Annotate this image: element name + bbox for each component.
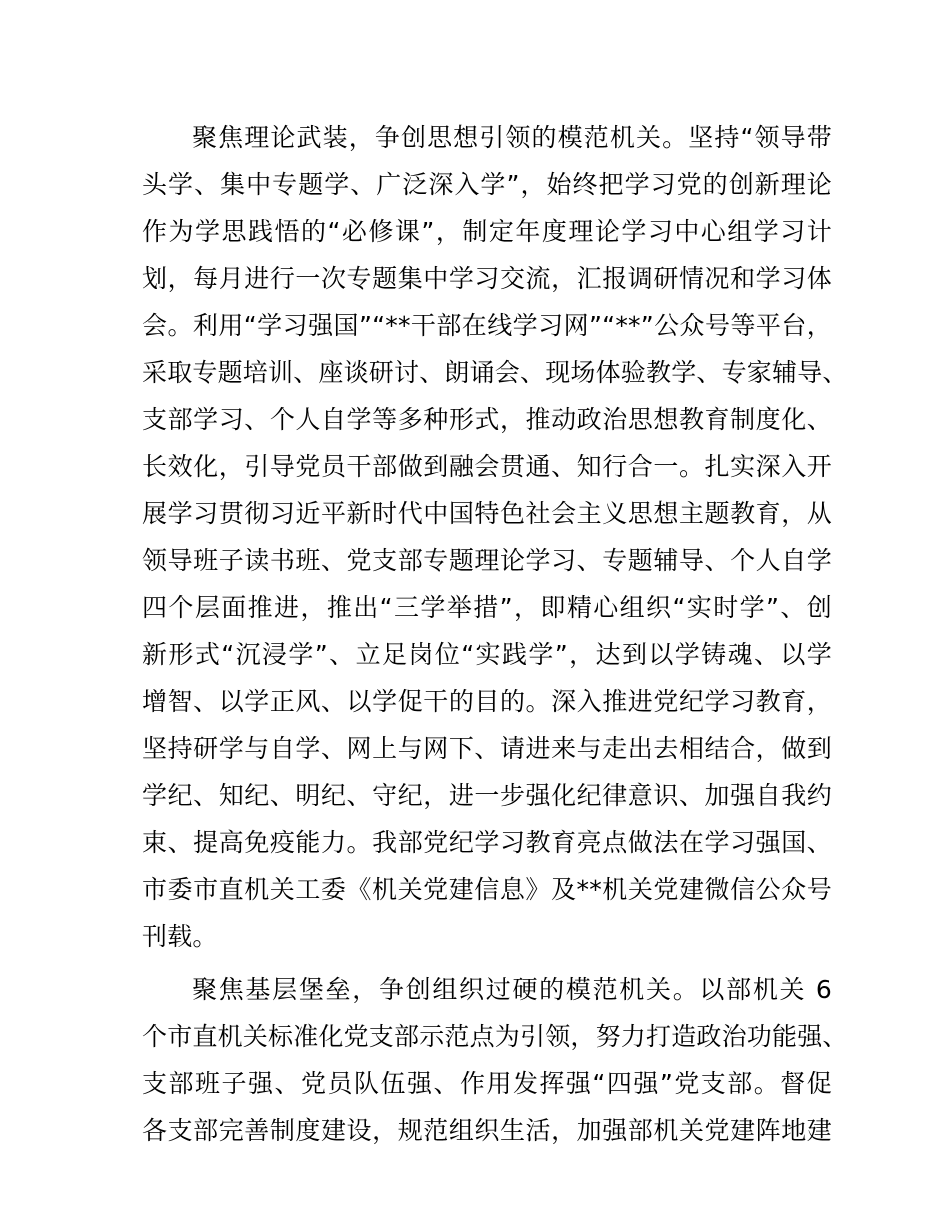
text-line: 刊载。 [142,922,218,951]
text-line: 支部班子强、党员队伍强、作用发挥强“四强”党支部。督促 [142,1069,832,1098]
text-line: 展学习贯彻习近平新时代中国特色社会主义思想主题教育，从 [142,499,832,528]
text-line: 长效化，引导党员干部做到融会贯通、知行合一。扎实深入开 [142,452,832,481]
document-body [142,114,848,1160]
text-line: 作为学思践悟的“必修课”，制定年度理论学习中心组学习计 [142,217,832,246]
text-line: 四个层面推进，推出“三学举措”，即精心组织“实时学”、创 [142,593,832,622]
text-line: 聚焦基层堡垒，争创组织过硬的模范机关。以部机关 6 [192,975,832,1004]
text-line: 坚持研学与自学、网上与网下、请进来与走出去相结合，做到 [142,734,832,763]
text-line: 新形式“沉浸学”、立足岗位“实践学”，达到以学铸魂、以学 [142,640,832,669]
text-line: 束、提高免疫能力。我部党纪学习教育亮点做法在学习强国、 [142,828,832,857]
text-line: 个市直机关标准化党支部示范点为引领，努力打造政治功能强、 [142,1022,848,1051]
text-line: 各支部完善制度建设，规范组织生活，加强部机关党建阵地建 [142,1116,832,1145]
paragraph-theory-study [142,114,848,960]
text-line: 会。利用“学习强国”“**干部在线学习网”“**”公众号等平台， [142,311,832,340]
text-line: 领导班子读书班、党支部专题理论学习、专题辅导、个人自学 [142,546,832,575]
text-line: 支部学习、个人自学等多种形式，推动政治思想教育制度化、 [142,405,832,434]
text-line: 学纪、知纪、明纪、守纪，进一步强化纪律意识、加强自我约 [142,781,832,810]
text-line: 市委市直机关工委《机关党建信息》及**机关党建微信公众号 [142,875,832,904]
text-line: 聚焦理论武装，争创思想引领的模范机关。坚持“领导带 [192,123,832,152]
text-line: 头学、集中专题学、广泛深入学”，始终把学习党的创新理论 [142,170,832,199]
paragraph-grassroots [142,966,848,1154]
text-line: 增智、以学正风、以学促干的目的。深入推进党纪学习教育， [142,687,832,716]
text-line: 采取专题培训、座谈研讨、朗诵会、现场体验教学、专家辅导、 [142,358,848,387]
text-line: 划，每月进行一次专题集中学习交流，汇报调研情况和学习体 [142,264,832,293]
